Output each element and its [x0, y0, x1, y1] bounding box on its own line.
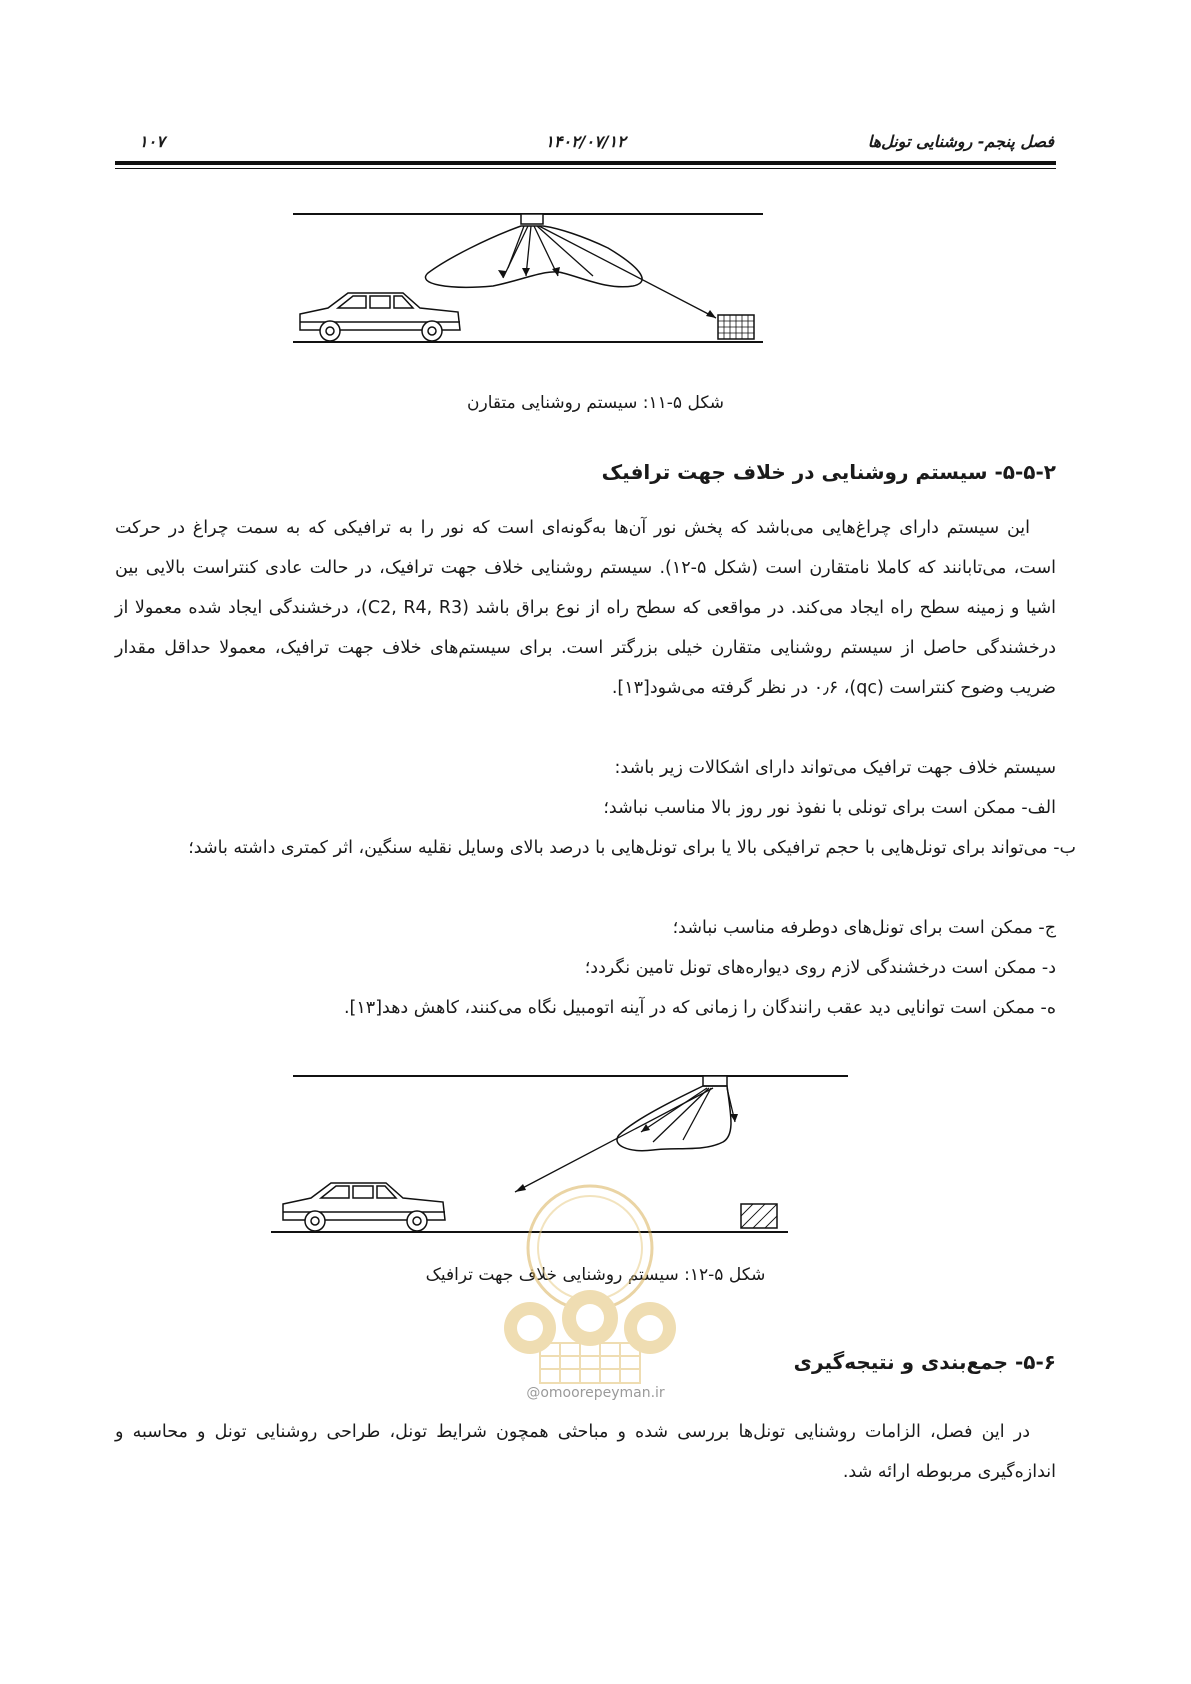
car-icon [300, 293, 460, 341]
watermark-logo [490, 1178, 690, 1388]
list-item: ج- ممکن است برای تونل‌های دوطرفه مناسب نباشد؛ [672, 918, 1056, 938]
header-rule-thin [115, 168, 1056, 169]
page-number: ۱۰۷ [139, 132, 165, 151]
figure-symmetric-lighting [308, 218, 838, 378]
list-item: ب- می‌تواند برای تونل‌هایی با حجم ترافیکی بالا یا برای تونل‌هایی با درصد بالای وسایل نقلیه سنگین، اثر کمتری داشته باشد؛ [188, 838, 1076, 858]
header-rule-thick [115, 161, 1056, 165]
light-distribution-lobe [617, 1086, 731, 1151]
list-item: د- ممکن است درخشندگی لازم روی دیواره‌های تونل تامین نگردد؛ [584, 958, 1056, 978]
watermark-site: @omoorepeyman.ir [526, 1385, 665, 1401]
list-item: الف- ممکن است برای تونلی با نفوذ نور روز بالا مناسب نباشد؛ [603, 798, 1056, 818]
list-item: ه- ممکن است توانایی دید عقب رانندگان را زمانی که در آینه اتومبیل نگاه می‌کنند، کاهش دهد[۱۳]. [343, 998, 1056, 1018]
page-header [115, 128, 1056, 158]
car-icon [283, 1183, 445, 1231]
at-icon: @ [526, 1385, 541, 1401]
section-heading-conclusion: ۵-۶- جمع‌بندی و نتیجه‌گیری [793, 1350, 1056, 1374]
header-date: ۱۴۰۲/۰۷/۱۲ [545, 132, 626, 151]
chapter-title: فصل پنجم- روشنایی تونل‌ها [867, 132, 1054, 151]
luminaire-icon [521, 214, 543, 224]
conclusion-paragraph: در این فصل، الزامات روشنایی تونل‌ها بررسی شده و مباحثی همچون شرایط تونل، طراحی روشنایی تونل و محاسبه و اندازه‌گیری مربوطه ارائه شد. [115, 1422, 1056, 1482]
counter-beam-paragraph: این سیستم دارای چراغ‌هایی می‌باشد که پخش نور آن‌ها به‌گونه‌ای است که نور را به ترافیکی که به سمت چراغ در حرکت است، می‌تابانند که کاملا نامتقارن است (شکل ۵-۱۲). سیستم روشنایی خلاف جهت ترافیک، در حالت عادی کنتراست بالایی بین اشیا و زمینه سطح راه ایجاد می‌کند. در مواقعی که سطح راه از نوع براق باشد (C2, R4, R3)، درخشندگی ایجاد شده معمولا از درخشندگی حاصل از سیستم روشنایی متقارن خیلی بزرگتر است. برای سیستم‌های خلاف جهت ترافیک، معمولا حداقل مقدار ضریب وضوح کنتراست (qc)، ۰٫۶ در نظر گرفته می‌شود[۱۳]. [115, 518, 1056, 698]
figure1-caption: شکل ۵-۱۱: سیستم روشنایی متقارن [467, 393, 724, 413]
luminaire-icon [703, 1076, 727, 1086]
list-intro: سیستم خلاف جهت ترافیک می‌تواند دارای اشکالات زیر باشد: [614, 758, 1056, 778]
target-object-icon [741, 1204, 777, 1228]
figure2-caption: شکل ۵-۱۲: سیستم روشنایی خلاف جهت ترافیک [425, 1265, 766, 1285]
section-heading-counter-beam: ۵-۵-۲- سیستم روشنایی در خلاف جهت ترافیک [601, 460, 1056, 484]
light-distribution-lobe [425, 226, 642, 287]
